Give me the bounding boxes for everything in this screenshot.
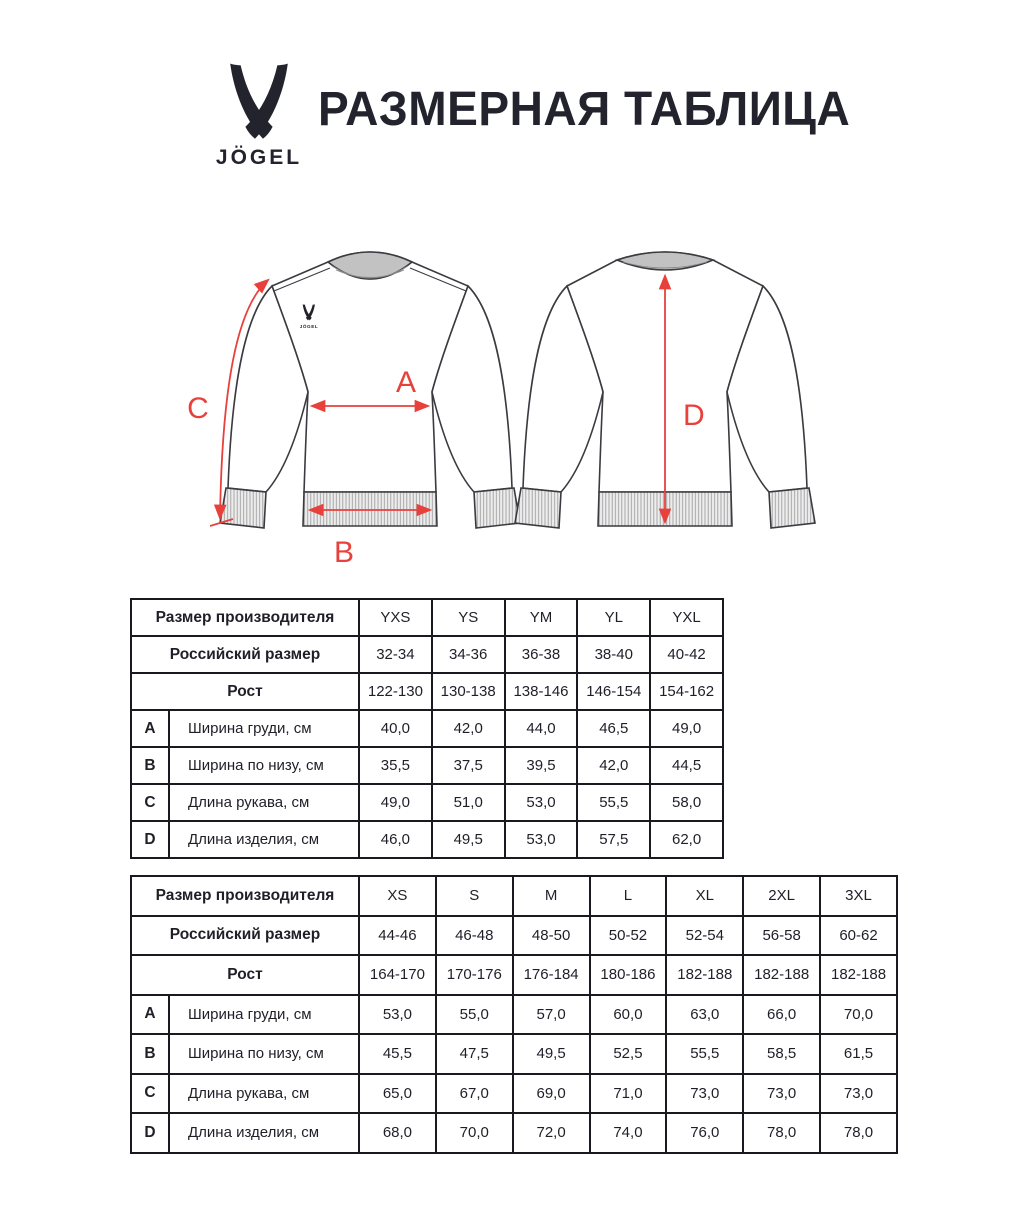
back-left-cuff <box>515 488 561 528</box>
measure-letter: D <box>131 821 169 858</box>
size-value-cell: 146-154 <box>577 673 650 710</box>
size-value-cell: 67,0 <box>436 1074 513 1114</box>
size-value-cell: 122-130 <box>359 673 432 710</box>
size-value-cell: 69,0 <box>513 1074 590 1114</box>
measure-label: Длина изделия, см <box>169 821 359 858</box>
brand-logo <box>205 62 313 170</box>
measure-label: Ширина по низу, см <box>169 1034 359 1074</box>
row-header-label: Российский размер <box>131 636 359 673</box>
size-value-cell: 53,0 <box>505 821 578 858</box>
size-value-cell: L <box>590 876 667 916</box>
back-view-drawing <box>515 252 815 528</box>
size-value-cell: 73,0 <box>743 1074 820 1114</box>
size-value-cell: 73,0 <box>666 1074 743 1114</box>
size-value-cell: 70,0 <box>436 1113 513 1153</box>
size-value-cell: 60,0 <box>590 995 667 1035</box>
size-value-cell: 65,0 <box>359 1074 436 1114</box>
size-value-cell: 53,0 <box>505 784 578 821</box>
measure-label: Длина рукава, см <box>169 1074 359 1114</box>
size-table-info-row <box>131 636 723 673</box>
size-value-cell: 49,5 <box>513 1034 590 1074</box>
size-table-measure-row <box>131 747 723 784</box>
size-value-cell: 49,0 <box>650 710 723 747</box>
adult-size-table <box>130 875 898 1154</box>
size-value-cell: 60-62 <box>820 916 897 956</box>
size-value-cell: 71,0 <box>590 1074 667 1114</box>
size-value-cell: 34-36 <box>432 636 505 673</box>
size-value-cell: 73,0 <box>820 1074 897 1114</box>
size-value-cell: 44,5 <box>650 747 723 784</box>
size-value-cell: 38-40 <box>577 636 650 673</box>
measure-letter: C <box>131 1074 169 1114</box>
size-value-cell: 182-188 <box>820 955 897 995</box>
page-title: РАЗМЕРНАЯ ТАБЛИЦА <box>318 83 851 136</box>
back-right-cuff <box>769 488 815 528</box>
size-value-cell: YXL <box>650 599 723 636</box>
size-table-info-row <box>131 599 723 636</box>
size-value-cell: 42,0 <box>432 710 505 747</box>
size-value-cell: 68,0 <box>359 1113 436 1153</box>
size-value-cell: 47,5 <box>436 1034 513 1074</box>
size-value-cell: 154-162 <box>650 673 723 710</box>
size-value-cell: 40-42 <box>650 636 723 673</box>
size-value-cell: 62,0 <box>650 821 723 858</box>
size-value-cell: 50-52 <box>590 916 667 956</box>
size-value-cell: 63,0 <box>666 995 743 1035</box>
front-view-drawing <box>187 252 520 569</box>
size-value-cell: YS <box>432 599 505 636</box>
label-sleeve-length: C <box>187 392 209 425</box>
size-value-cell: 58,0 <box>650 784 723 821</box>
row-header-label: Рост <box>131 673 359 710</box>
size-table-info-row <box>131 916 897 956</box>
size-value-cell: 39,5 <box>505 747 578 784</box>
size-value-cell: XS <box>359 876 436 916</box>
measurement-diagram <box>150 230 866 570</box>
size-value-cell: 37,5 <box>432 747 505 784</box>
size-value-cell: M <box>513 876 590 916</box>
size-value-cell: 76,0 <box>666 1113 743 1153</box>
measure-label: Ширина по низу, см <box>169 747 359 784</box>
size-table-measure-row <box>131 821 723 858</box>
size-table-measure-row <box>131 1113 897 1153</box>
size-table-measure-row <box>131 710 723 747</box>
size-value-cell: 55,5 <box>577 784 650 821</box>
label-garment-length: D <box>683 399 705 432</box>
measure-letter: A <box>131 710 169 747</box>
measure-letter: C <box>131 784 169 821</box>
size-table-info-row <box>131 876 897 916</box>
size-value-cell: 55,0 <box>436 995 513 1035</box>
size-value-cell: XL <box>666 876 743 916</box>
size-value-cell: 57,0 <box>513 995 590 1035</box>
size-value-cell: 44-46 <box>359 916 436 956</box>
size-value-cell: 72,0 <box>513 1113 590 1153</box>
size-value-cell: 176-184 <box>513 955 590 995</box>
measure-label: Длина рукава, см <box>169 784 359 821</box>
size-value-cell: 78,0 <box>820 1113 897 1153</box>
size-table-measure-row <box>131 1034 897 1074</box>
size-value-cell: 32-34 <box>359 636 432 673</box>
size-value-cell: 46,0 <box>359 821 432 858</box>
size-table-measure-row <box>131 1074 897 1114</box>
measure-label: Ширина груди, см <box>169 995 359 1035</box>
size-value-cell: 182-188 <box>743 955 820 995</box>
jogel-logo-icon <box>222 62 296 142</box>
size-table-measure-row <box>131 995 897 1035</box>
size-value-cell: 130-138 <box>432 673 505 710</box>
measure-letter: D <box>131 1113 169 1153</box>
size-value-cell: 46-48 <box>436 916 513 956</box>
size-table-measure-row <box>131 784 723 821</box>
front-right-cuff <box>474 488 520 528</box>
size-value-cell: 138-146 <box>505 673 578 710</box>
row-header-label: Российский размер <box>131 916 359 956</box>
size-value-cell: 61,5 <box>820 1034 897 1074</box>
measure-letter: A <box>131 995 169 1035</box>
size-value-cell: 49,5 <box>432 821 505 858</box>
size-value-cell: 56-58 <box>743 916 820 956</box>
size-value-cell: 55,5 <box>666 1034 743 1074</box>
size-value-cell: 70,0 <box>820 995 897 1035</box>
youth-size-table <box>130 598 724 859</box>
front-left-cuff <box>220 488 266 528</box>
size-value-cell: YL <box>577 599 650 636</box>
measure-letter: B <box>131 747 169 784</box>
measure-letter: B <box>131 1034 169 1074</box>
size-value-cell: 3XL <box>820 876 897 916</box>
label-bottom-width: B <box>333 536 355 569</box>
size-value-cell: 52,5 <box>590 1034 667 1074</box>
size-value-cell: 66,0 <box>743 995 820 1035</box>
size-value-cell: 35,5 <box>359 747 432 784</box>
size-value-cell: 52-54 <box>666 916 743 956</box>
size-value-cell: 78,0 <box>743 1113 820 1153</box>
measure-label: Ширина груди, см <box>169 710 359 747</box>
size-value-cell: YXS <box>359 599 432 636</box>
size-value-cell: 164-170 <box>359 955 436 995</box>
size-value-cell: 53,0 <box>359 995 436 1035</box>
size-value-cell: 51,0 <box>432 784 505 821</box>
size-value-cell: 42,0 <box>577 747 650 784</box>
size-value-cell: 57,5 <box>577 821 650 858</box>
size-value-cell: 182-188 <box>666 955 743 995</box>
size-value-cell: 48-50 <box>513 916 590 956</box>
size-table-info-row <box>131 673 723 710</box>
size-value-cell: 36-38 <box>505 636 578 673</box>
front-hem-band <box>303 492 437 526</box>
size-value-cell: YM <box>505 599 578 636</box>
row-header-label: Размер производителя <box>131 599 359 636</box>
size-table-info-row <box>131 955 897 995</box>
size-value-cell: 2XL <box>743 876 820 916</box>
brand-logo-text: JÖGEL <box>215 146 303 169</box>
size-value-cell: 74,0 <box>590 1113 667 1153</box>
size-value-cell: 170-176 <box>436 955 513 995</box>
row-header-label: Рост <box>131 955 359 995</box>
size-value-cell: 44,0 <box>505 710 578 747</box>
size-value-cell: S <box>436 876 513 916</box>
label-chest-width: A <box>395 366 417 399</box>
size-value-cell: 45,5 <box>359 1034 436 1074</box>
size-value-cell: 46,5 <box>577 710 650 747</box>
size-value-cell: 180-186 <box>590 955 667 995</box>
row-header-label: Размер производителя <box>131 876 359 916</box>
measure-label: Длина изделия, см <box>169 1113 359 1153</box>
size-value-cell: 58,5 <box>743 1034 820 1074</box>
size-value-cell: 49,0 <box>359 784 432 821</box>
size-value-cell: 40,0 <box>359 710 432 747</box>
chest-logo-text: JÖGEL <box>299 324 319 329</box>
